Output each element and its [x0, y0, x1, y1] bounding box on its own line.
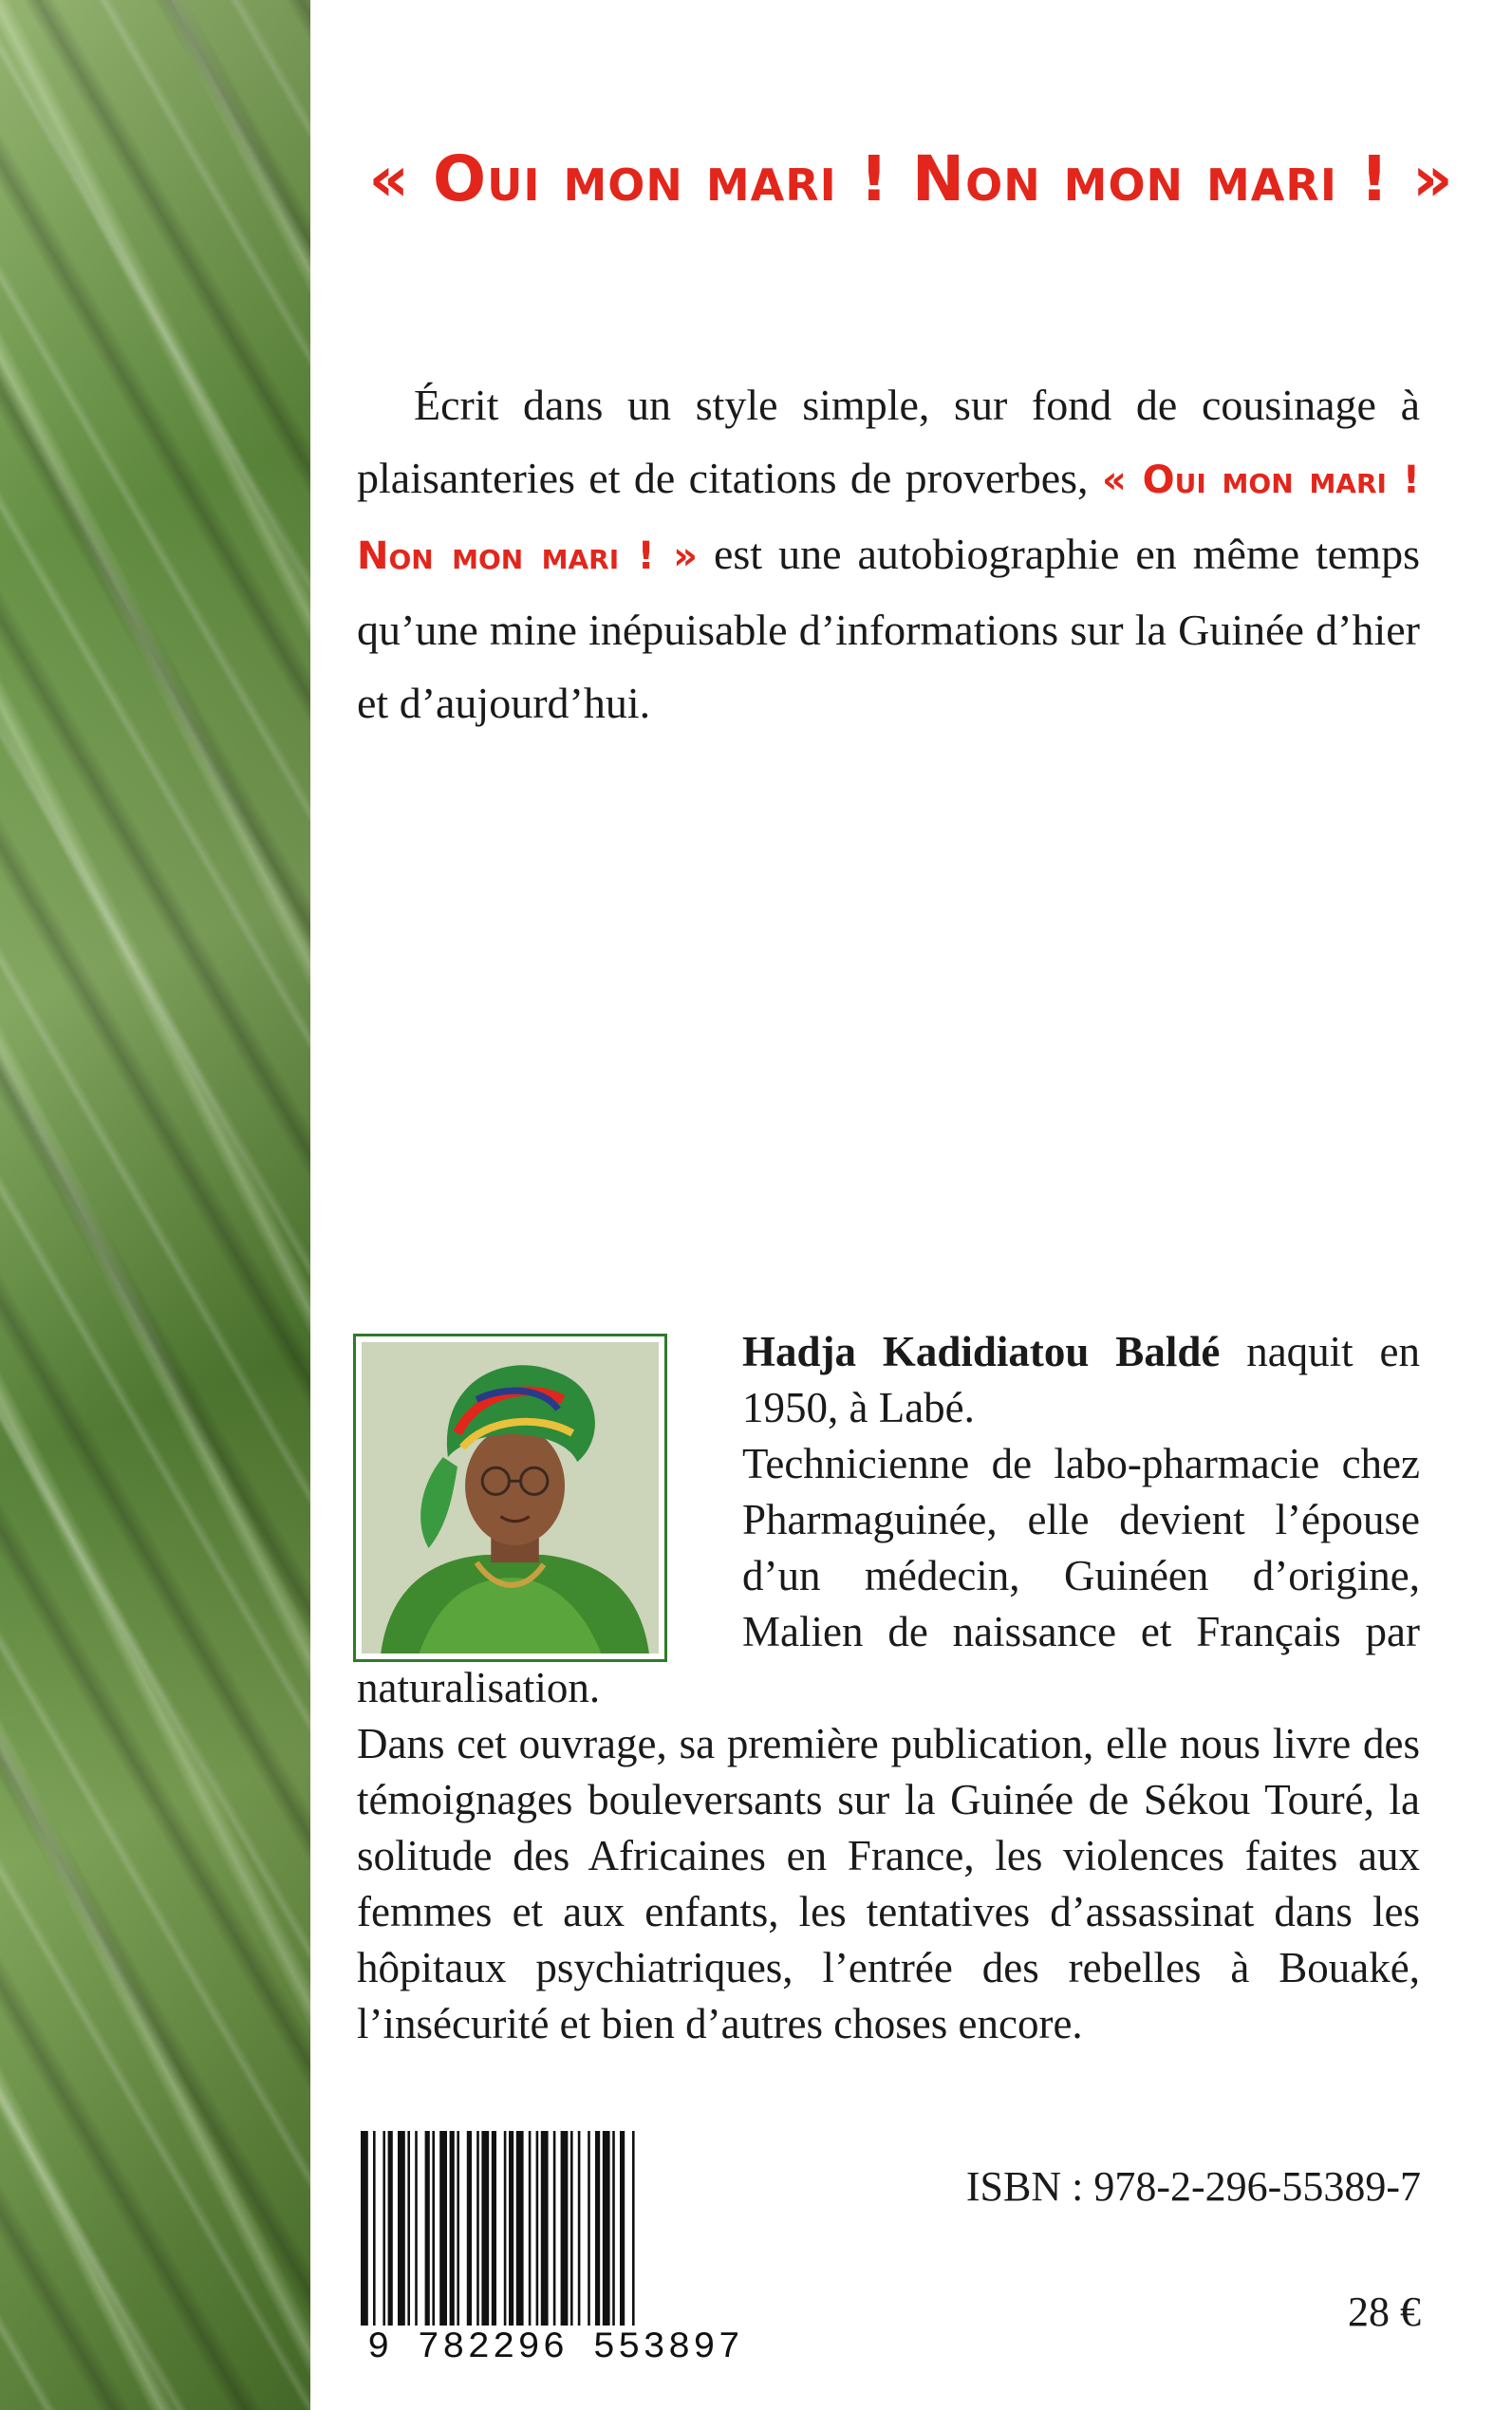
summary-text-2: est une autobiographie en même temps qu’une mine inépuisable d’informations sur la Guinée d’hier et d’aujourd’hui.	[357, 530, 1420, 727]
barcode-bar	[398, 2131, 405, 2326]
barcode-bar	[373, 2131, 376, 2326]
barcode-bars-icon	[355, 2131, 756, 2326]
barcode-bar	[383, 2131, 385, 2326]
summary-text-1: Écrit dans un style simple, sur fond de cousinage à plaisanteries et de citations de proverbes,	[357, 381, 1420, 502]
barcode-bar	[425, 2131, 430, 2326]
barcode-bar	[432, 2131, 435, 2326]
barcode-bar	[457, 2131, 459, 2326]
summary-paragraph	[357, 368, 1420, 739]
barcode-bar	[481, 2131, 489, 2326]
barcode-bar	[509, 2131, 513, 2326]
summary-inline-title: « Oui mon mari ! Non mon mari ! »	[357, 458, 1420, 578]
bio-birth: naquit en 1950, à Labé.	[742, 1328, 1420, 1431]
barcode-bar	[595, 2131, 600, 2326]
barcode-bar	[467, 2131, 472, 2326]
price: 28 €	[1348, 2289, 1421, 2335]
barcode-bar	[553, 2131, 556, 2326]
author-name: Hadja Kadidiatou Baldé	[742, 1328, 1221, 1375]
green-side-band	[0, 0, 310, 2410]
barcode-bar	[407, 2131, 410, 2326]
barcode-bar	[541, 2131, 549, 2326]
barcode-bar	[415, 2131, 418, 2326]
bio-work: Dans cet ouvrage, sa première publication, elle nous livre des témoignages bouleversants sur la Guinée de Sékou Touré, la solitude des Africaines en France, les violences faites aux femmes et aux enfants, les tentatives d’assassinat dans les hôpitaux psychiatriques, l’entrée des rebelles à Bouaké, l’insécurité et bien d’autres choses encore.	[357, 1720, 1420, 2047]
barcode-bar	[529, 2131, 532, 2326]
barcode-bar	[476, 2131, 479, 2326]
barcode-bar	[388, 2131, 393, 2326]
barcode-bar	[612, 2131, 615, 2326]
barcode-bar	[603, 2131, 610, 2326]
barcode-bar	[632, 2131, 635, 2326]
author-bio	[357, 1324, 1420, 2052]
isbn: ISBN : 978-2-296-55389-7	[965, 2163, 1421, 2210]
barcode	[355, 2131, 756, 2368]
barcode-bar	[504, 2131, 507, 2326]
barcode-digits: 9 782296 553897	[366, 2326, 744, 2368]
barcode-bar	[570, 2131, 573, 2326]
barcode-bar	[578, 2131, 581, 2326]
bio-paragraph-3	[357, 1716, 1420, 2052]
barcode-bar	[492, 2131, 496, 2326]
barcode-bar	[588, 2131, 590, 2326]
barcode-bar	[439, 2131, 447, 2326]
barcode-bar	[561, 2131, 569, 2326]
barcode-bar	[516, 2131, 524, 2326]
bio-career: Technicienne de labo-pharmacie chez Pharmaguinée, elle devient l’épouse d’un médecin, Guinéen d’origine, Malien de naissance et Français par naturalisation.	[357, 1440, 1420, 1711]
barcode-bar	[361, 2131, 368, 2326]
photo-spacer	[357, 1324, 742, 1660]
barcode-bar	[450, 2131, 455, 2326]
barcode-bar	[536, 2131, 539, 2326]
barcode-bar	[620, 2131, 625, 2326]
book-title: « Oui mon mari ! Non mon mari ! »	[368, 142, 1454, 215]
